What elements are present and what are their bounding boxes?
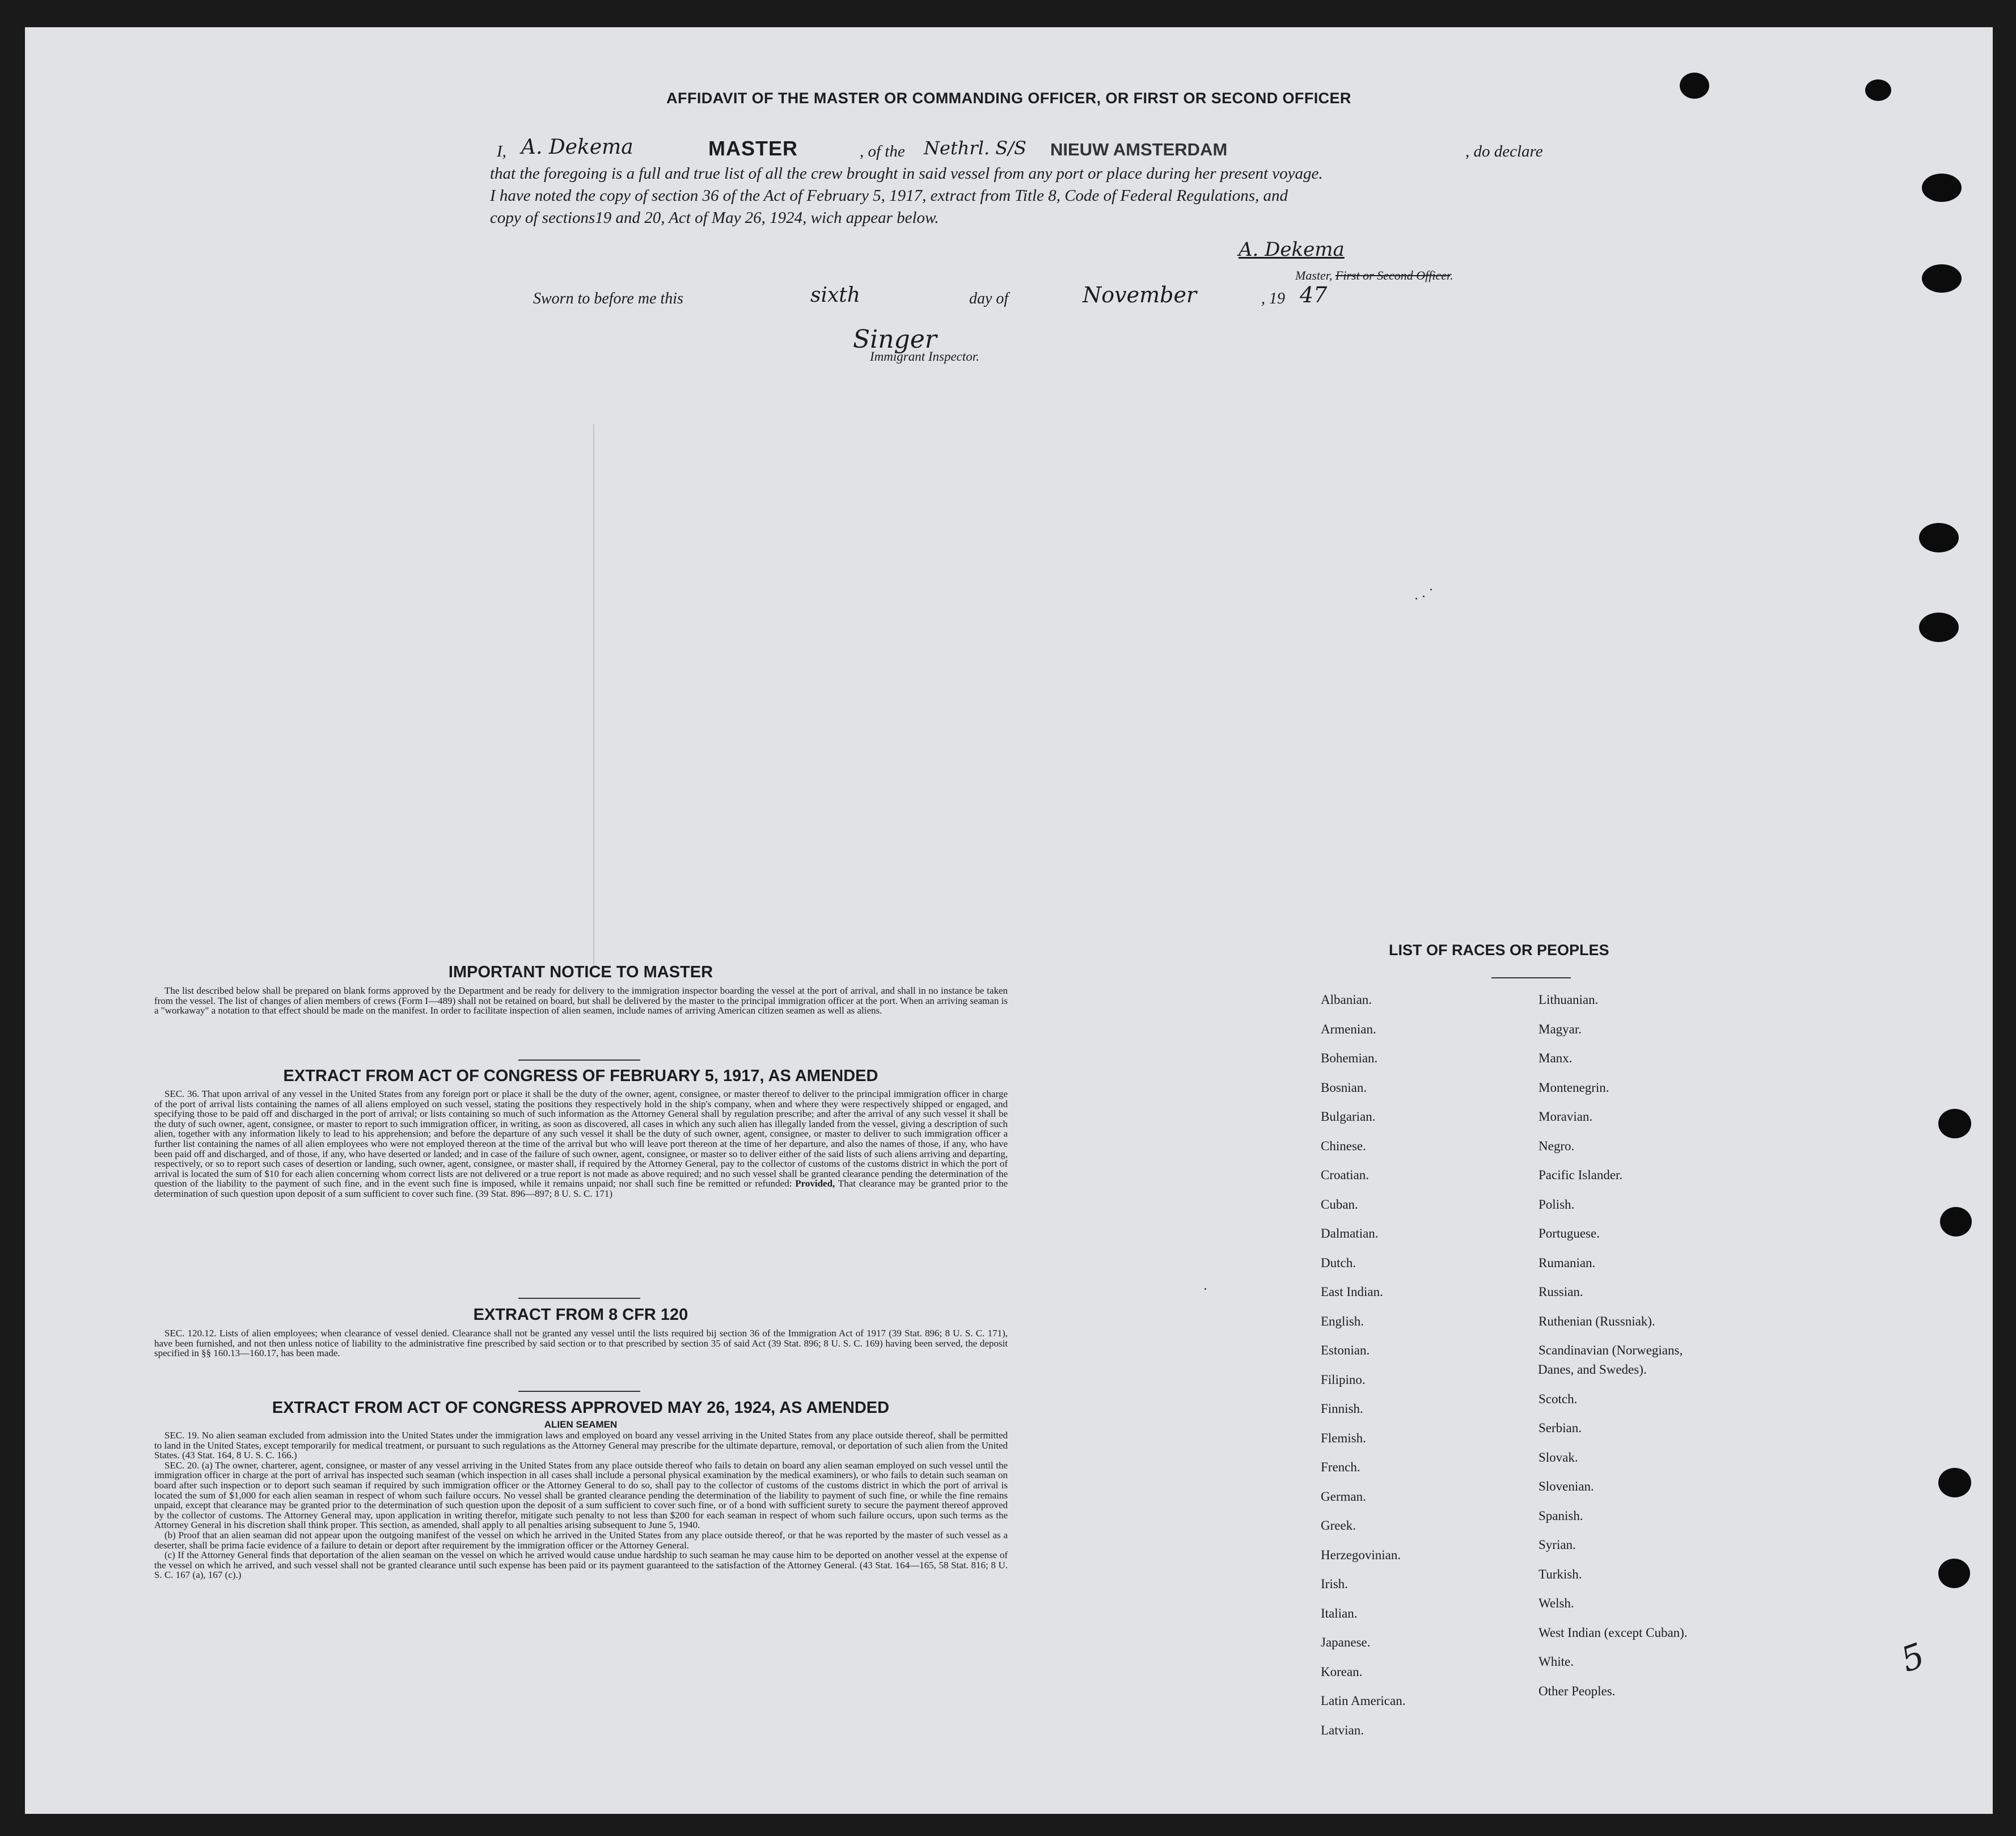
race-item: White.: [1539, 1654, 1574, 1669]
inspector-signature: Singer: [853, 325, 937, 354]
race-item: Moravian.: [1539, 1109, 1593, 1124]
race-item: Bulgarian.: [1321, 1109, 1376, 1124]
sworn-month: November: [1083, 282, 1197, 307]
stray-mark: [1423, 596, 1425, 597]
of-the-label: , of the: [860, 142, 905, 161]
extract-1924-title: EXTRACT FROM ACT OF CONGRESS APPROVED MAY 26, 1924, AS AMENDED: [272, 1399, 890, 1417]
notice-paragraph: The list described below shall be prepared on blank forms approved by the Department and be ready for delivery to the immigration inspector boarding the vessel at the port of arrival, and shall in no instance be taken from the vessel. The list of changes of alien members of crews (Form I—489) shall not be retained on board, but shall be delivered by the master to the principal immigration officer at the port. When an arriving seaman is a "workaway" a notation to that effect should be made on the manifest. In order to facilitate inspection of alien seamen, include names of arriving American citizen seamen as well as aliens.: [154, 985, 1008, 1016]
extract-1924-paragraph: (c) If the Attorney General finds that deportation of the alien seaman on the vessel on which he arrived would cause undue hardship to such seaman he may cause him to be deported on another vessel at the expense of the vessel on which he arrived, and such vessel shall not be granted clearance until such expense has been paid or its payment guaranteed to the satisfaction of the Attorney General. (43 Stat. 164—165, 58 Stat. 816; 8 U. S. C. 167 (a), 167 (c).): [154, 1550, 1008, 1581]
extract-cfr-title: EXTRACT FROM 8 CFR 120: [473, 1306, 688, 1324]
extract-1924-paragraph: (b) Proof that an alien seaman did not appear upon the outgoing manifest of the vessel on which he arrived in the United States from any place outside thereof, or that he was reported by the master of such vessel as a deserter, shall be prima facie evidence of a failure to detain or deport after requirement by the immigration officer or the Attorney General.: [154, 1529, 1008, 1551]
extract-1924-paragraph: SEC. 19. No alien seaman excluded from admission into the United States under the immigration laws and employed on board any vessel arriving in the United States from any place outside thereof, shall be permitted to land in the United States, except temporarily for medical treatment, or pursuant to such regulations as the Attorney General may prescribe for the ultimate departure, removal, or deportation of such alien from the United States. (43 Stat. 164, 8 U. S. C. 166.): [154, 1430, 1008, 1461]
extract-1917-text: [154, 1089, 1008, 1199]
proviso-text: That clearance may be granted prior to the determination of such question upon deposit of a sum sufficient to cover such fine. (39 Stat. 896—897; 8 U. S. C. 171): [154, 1178, 1008, 1199]
race-item: Bohemian.: [1321, 1051, 1378, 1065]
year-suffix: 47: [1300, 282, 1328, 307]
extract-1917-paragraph: SEC. 36. That upon arrival of any vessel in the United States from any foreign port or place it shall be the duty of the owner, agent, consignee, or master thereof to deliver to the principal immigration officer in charge of the port of arrival lists containing the names of all aliens employed on such vessel, stating the positions they respectively hold in the ship's company, when and where they were respectively shipped or engaged, and specifying those to be paid off and discharged in the port of arrival; or lists containing so much of such information as the Attorney General shall by regulation prescribe; and after the arrival of any such vessel it shall be the duty of such owner, agent, consignee, or master to report to such immigration officer, in writing, as soon as discovered, all cases in which any such alien has illegally landed from the vessel, giving a description of such alien, together with any information likely to lead to his apprehension; and before the departure of any such vessel it shall be the duty of such owner, agent, consignee, or master to deliver to such immigration officer a further list containing the names of all alien employees who were not employed thereon at the time of the arrival but who will leave port thereon at the time of her departure, and also the names of those, if any, who have been paid off and discharged, and of those, if any, who have deserted or landed; and in case of the failure of such owner, agent, consignee, or master so to deliver either of the said lists of such aliens arriving and departing, respectively, or so to report such cases of desertion or landing, such owner, agent, consignee, or master shall, if required by the Attorney General, pay to the collector of customs of the customs district in which the port of arrival is located the sum of $10 for each alien concerning whom correct lists are not delivered or a true report is not made as above required; and no such vessel shall be granted clearance pending the determination of the question of the liability to the payment of such fine, and in the event such fine is imposed, while it remains unpaid; nor shall such fine be remitted or refunded:: [154, 1088, 1008, 1189]
race-item: Slovenian.: [1539, 1479, 1594, 1493]
race-item: Other Peoples.: [1539, 1683, 1616, 1698]
vessel-stamp: NIEUW AMSTERDAM: [1050, 140, 1228, 159]
race-item: Polish.: [1539, 1197, 1575, 1212]
race-item: Spanish.: [1539, 1508, 1583, 1523]
race-item: Russian.: [1539, 1285, 1583, 1299]
race-item: Scandinavian (Norwegians,: [1539, 1343, 1683, 1357]
proviso-label: Provided,: [795, 1178, 835, 1189]
race-item: French.: [1321, 1460, 1360, 1474]
extract-1917-title: EXTRACT FROM ACT OF CONGRESS OF FEBRUARY 5, 1917, AS AMENDED: [283, 1067, 878, 1085]
declaration-line-4: copy of sections19 and 20, Act of May 26, 1924, wich appear below.: [490, 209, 939, 227]
extract-cfr-text: [154, 1328, 1008, 1358]
race-item: Manx.: [1539, 1051, 1573, 1065]
signature-title-master: Master,: [1295, 268, 1333, 282]
master-title-signature: A. Dekema: [1239, 238, 1345, 261]
race-item: Albanian.: [1321, 993, 1372, 1007]
race-item: Latvian.: [1321, 1723, 1364, 1737]
punch-hole: [1940, 1207, 1972, 1236]
race-item: Serbian.: [1539, 1421, 1582, 1435]
race-item: Portuguese.: [1539, 1226, 1600, 1240]
race-item: Montenegrin.: [1539, 1080, 1609, 1095]
master-signature: A. Dekema: [521, 136, 633, 159]
race-item: West Indian (except Cuban).: [1539, 1625, 1688, 1640]
race-item: Dutch.: [1321, 1255, 1356, 1270]
race-item: Armenian.: [1321, 1022, 1376, 1036]
race-item: Welsh.: [1539, 1596, 1574, 1610]
punch-hole: [1922, 264, 1962, 293]
do-declare-label: , do declare: [1465, 142, 1543, 161]
race-item: Croatian.: [1321, 1168, 1369, 1182]
stray-mark: [1204, 1288, 1206, 1290]
sworn-label: Sworn to before me this: [533, 290, 683, 307]
race-item: Irish.: [1321, 1577, 1348, 1591]
declaration-line-3: I have noted the copy of section 36 of the Act of February 5, 1917, extract from Title 8, Code of Federal Regulations, and: [490, 187, 1288, 205]
notice-text: [154, 986, 1008, 1016]
race-item: English.: [1321, 1314, 1364, 1328]
extract-cfr-paragraph: SEC. 120.12. Lists of alien employees; when clearance of vessel denied. Clearance shall not be granted any vessel until the lists required bij section 36 of the Immigration Act of 1917 (39 Stat. 896; 8 U. S. C. 171), have been furnished, and not then unless notice of liability to the administrative fine prescribed by said section or to that prescribed by section 35 of said Act (39 Stat. 896; 8 U. S. C. 169) having been served, the deposit specified in §§ 160.13—160.17, has been made.: [154, 1328, 1008, 1359]
master-stamp: MASTER: [708, 137, 798, 160]
section-divider: [518, 1391, 640, 1392]
race-item: Negro.: [1539, 1138, 1575, 1153]
race-item: Finnish.: [1321, 1402, 1363, 1416]
section-divider: [518, 1298, 640, 1299]
document-page: [25, 27, 1993, 1814]
race-item: Cuban.: [1321, 1197, 1358, 1212]
race-item: Magyar.: [1539, 1022, 1582, 1036]
margin-note: 5: [1896, 1635, 1930, 1681]
affidavit-title: AFFIDAVIT OF THE MASTER OR COMMANDING OFFICER, OR FIRST OR SECOND OFFICER: [666, 90, 1351, 107]
section-divider: [518, 1060, 640, 1061]
inspector-label: Immigrant Inspector.: [870, 349, 979, 364]
punch-hole: [1938, 1109, 1971, 1138]
race-item: Greek.: [1321, 1518, 1356, 1533]
race-item: Pacific Islander.: [1539, 1168, 1623, 1182]
punch-hole: [1919, 523, 1959, 552]
declaration-block: [490, 136, 1567, 229]
race-item: Lithuanian.: [1539, 993, 1599, 1007]
notice-title: IMPORTANT NOTICE TO MASTER: [448, 963, 713, 981]
race-item: East Indian.: [1321, 1285, 1383, 1299]
declaration-i: I,: [497, 142, 506, 161]
extract-1924-subtitle: ALIEN SEAMEN: [544, 1419, 618, 1430]
race-item: Filipino.: [1321, 1372, 1366, 1387]
race-item: Scotch.: [1539, 1391, 1578, 1406]
declaration-line-2: that the foregoing is a full and true list of all the crew brought in said vessel from any port or place during her present voyage.: [490, 164, 1323, 183]
declaration-line-1: [490, 136, 1567, 163]
signature-title-struck: First or Second Officer: [1335, 268, 1451, 282]
race-item: Latin American.: [1321, 1694, 1406, 1708]
year-prefix: , 19: [1261, 290, 1285, 307]
race-item: Ruthenian (Russniak).: [1539, 1314, 1655, 1328]
races-title: LIST OF RACES OR PEOPLES: [1389, 942, 1609, 959]
punch-hole: [1938, 1559, 1970, 1588]
stray-mark: [1430, 589, 1432, 590]
punch-hole: [1922, 174, 1962, 202]
race-item: Turkish.: [1539, 1567, 1582, 1581]
race-item: Slovak.: [1539, 1450, 1578, 1464]
race-item: German.: [1321, 1489, 1366, 1504]
race-item: Dalmatian.: [1321, 1226, 1379, 1240]
race-item: Italian.: [1321, 1606, 1358, 1620]
race-item: Estonian.: [1321, 1343, 1370, 1357]
signature-title: Master, First or Second Officer.: [1295, 268, 1453, 282]
race-item: Danes, and Swedes).: [1538, 1362, 1647, 1377]
stray-mark: [1415, 598, 1417, 600]
race-item: Syrian.: [1539, 1538, 1576, 1552]
punch-hole: [1919, 613, 1959, 642]
race-item: Bosnian.: [1321, 1080, 1367, 1095]
race-item: Rumanian.: [1539, 1255, 1596, 1270]
race-item: Japanese.: [1321, 1635, 1371, 1649]
race-item: Chinese.: [1321, 1138, 1366, 1153]
punch-hole: [1938, 1468, 1971, 1497]
sworn-day: sixth: [810, 284, 860, 307]
races-title-underline: [1491, 977, 1571, 978]
extract-1924-paragraph: SEC. 20. (a) The owner, charterer, agent, consignee, or master of any vessel arriving in the United States from any place outside thereof who fails to detain on board any alien seaman employed on such vessel until the immigration officer in charge at the port of arrival has inspected such seaman (which inspection in all cases shall include a personal physical examination by the medical examiners), or who fails to detain such seaman on board after such inspection or to deport such seaman if required by such immigration officer or the Attorney General to do so, shall pay to the collector of customs of the customs district in which the port of arrival is located the sum of $1,000 for each alien seaman in respect of whom such failure occurs. No vessel shall be granted clearance pending the determination of the liability to payment of such fine, or while the fine remains unpaid, except that clearance may be granted prior to the determination of such question upon the deposit of a sum sufficient to cover such fine, or of a bond with sufficient surety to secure the payment thereof approved by the collector of customs. The Attorney General may, upon application in writing therefor, mitigate such penalty to not less than $200 for each seaman in respect of whom such failure occurs, upon such terms as the Attorney General in his discretion shall think proper. This section, as amended, shall apply to all penalties arising subsequent to June 5, 1940.: [154, 1459, 1008, 1531]
vessel-handwritten: Nethrl. S/S: [924, 137, 1026, 159]
race-item: Korean.: [1321, 1664, 1363, 1679]
day-of-label: day of: [969, 290, 1009, 307]
extract-1924-text: [154, 1430, 1008, 1580]
race-item: Flemish.: [1321, 1430, 1366, 1445]
race-item: Herzegovinian.: [1321, 1547, 1401, 1562]
fold-line: [593, 424, 594, 969]
